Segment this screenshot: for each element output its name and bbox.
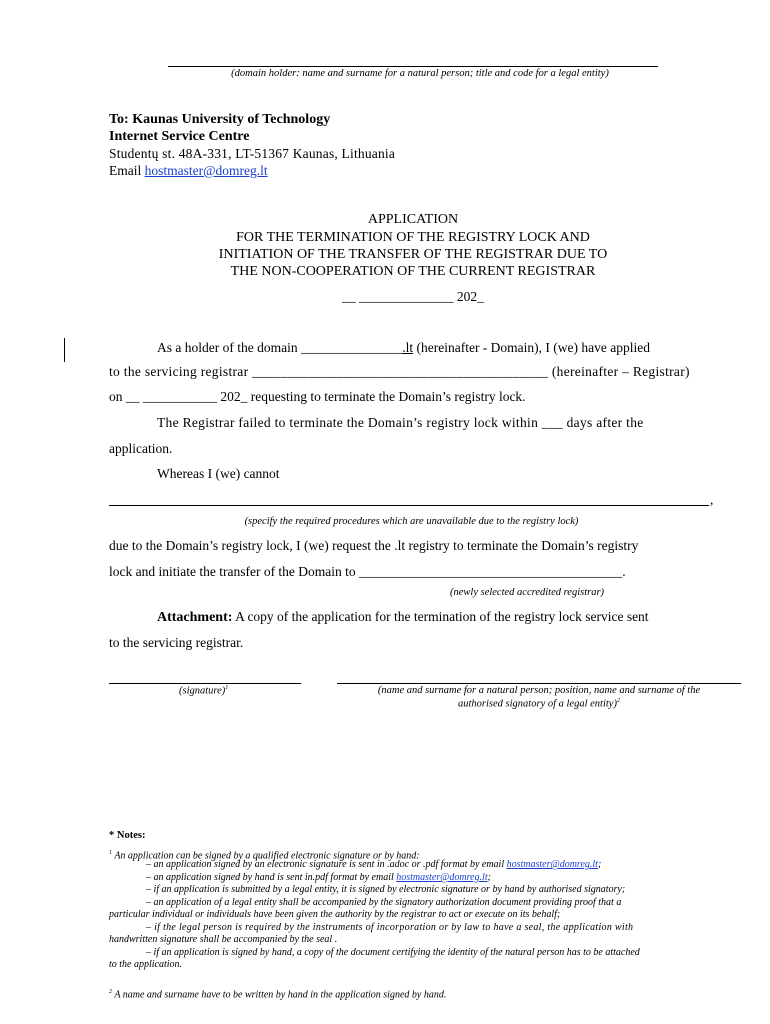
attachment-line-2: to the servicing registrar. xyxy=(109,635,244,650)
name-line[interactable] xyxy=(337,683,741,684)
attachment-line: Attachment: A copy of the application for the termination of the registry lock service sent xyxy=(157,609,649,625)
new-registrar-blank[interactable]: _______________________________________ xyxy=(359,564,623,579)
registrar-blank[interactable]: __________________________________________ xyxy=(252,364,549,379)
domain-blank[interactable]: _______________ xyxy=(300,340,403,355)
recipient-line2: Internet Service Centre xyxy=(109,129,250,144)
signature-caption: (signature)$^1$ xyxy=(179,685,229,697)
body-line-9: lock and initiate the transfer of the Domain to _______________________________________. xyxy=(109,564,626,579)
note-1b-email-link[interactable]: hostmaster@domreg.lt xyxy=(396,872,488,883)
title-line1: APPLICATION xyxy=(367,212,459,227)
title-line2: FOR THE TERMINATION OF THE REGISTRY LOCK AND xyxy=(236,230,590,245)
recipient-line1: To: Kaunas University of Technology xyxy=(109,112,331,127)
body-line-5: application. xyxy=(109,441,173,456)
title-date: __ ______________ 202_ xyxy=(342,289,484,304)
name-caption-1: (name and surname for a natural person; position, name and surname of the xyxy=(377,685,701,696)
cannot-blank-line[interactable] xyxy=(109,505,709,506)
note-1c: – if an application is submitted by a legal entity, it is signed by electronic signature or by hand by authorised signatory; xyxy=(146,884,626,895)
body-line-8: due to the Domain’s registry lock, I (we) request the .lt registry to terminate the Domain’s registry xyxy=(109,538,639,553)
note-1e: – if the legal person is required by the instruments of incorporation or by law to have a seal, the application with xyxy=(146,922,634,933)
title-line4: THE NON-COOPERATION OF THE CURRENT REGISTRAR xyxy=(230,264,596,279)
note-1f: – if an application is signed by hand, a copy of the document certifying the identity of the natural person has to be attached xyxy=(146,947,640,958)
recipient-address: Studentų st. 48A-331, LT-51367 Kaunas, Lithuania xyxy=(109,146,396,161)
body-line-2: to the servicing registrar __________________________________________ (hereinafter – Registrar) xyxy=(109,364,690,379)
note-1f-cont: to the application. xyxy=(109,959,183,970)
body-line-1: As a holder of the domain _______________.lt (hereinafter - Domain), I (we) have applied xyxy=(157,340,650,355)
new-registrar-caption: (newly selected accredited registrar) xyxy=(450,587,605,598)
title-line3: INITIATION OF THE TRANSFER OF THE REGISTRAR DUE TO xyxy=(218,247,608,262)
holder-line xyxy=(168,66,658,67)
signature-line[interactable] xyxy=(109,683,301,684)
note-1e-cont: handwritten signature shall be accompanied by the seal . xyxy=(109,934,338,945)
body-line-4: The Registrar failed to terminate the Domain’s registry lock within ___ days after the xyxy=(157,415,644,430)
note-1d-cont: particular individual or individuals have been given the authority by the registrar to act or execute on its behalf; xyxy=(109,909,561,920)
name-caption-2: authorised signatory of a legal entity)$^2$ xyxy=(458,698,620,710)
note-2: $^2$ A name and surname have to be written by hand in the application signed by hand. xyxy=(109,989,447,1001)
attachment-label: Attachment: xyxy=(157,610,233,625)
note-1d: – an application of a legal entity shall be accompanied by the signatory authorization document providing proof that a xyxy=(146,897,622,908)
note-1: $^1$ An application can be signed by a qualified electronic signature or by hand: xyxy=(109,850,420,862)
note-1a: – an application signed by an electronic signature is sent in .adoc or .pdf format by email hostmaster@domreg.lt; xyxy=(146,859,602,870)
text-cursor xyxy=(64,338,65,362)
note-1b: – an application signed by hand is sent in.pdf format by email hostmaster@domreg.lt; xyxy=(146,872,491,883)
holder-caption: (domain holder: name and surname for a natural person; title and code for a legal entity) xyxy=(231,68,609,79)
body-line-6: Whereas I (we) cannot xyxy=(157,466,280,481)
note-1a-email-link[interactable]: hostmaster@domreg.lt xyxy=(506,859,598,870)
recipient-email-row xyxy=(109,163,268,179)
email-label: Email xyxy=(109,163,142,178)
notes-heading: * Notes: xyxy=(109,830,146,841)
body-line-3: on __ ___________ 202_ requesting to terminate the Domain’s registry lock. xyxy=(109,389,526,404)
cannot-caption: (specify the required procedures which are unavailable due to the registry lock) xyxy=(244,516,579,527)
cannot-line-end: , xyxy=(710,492,714,507)
email-link[interactable]: hostmaster@domreg.lt xyxy=(144,163,268,178)
